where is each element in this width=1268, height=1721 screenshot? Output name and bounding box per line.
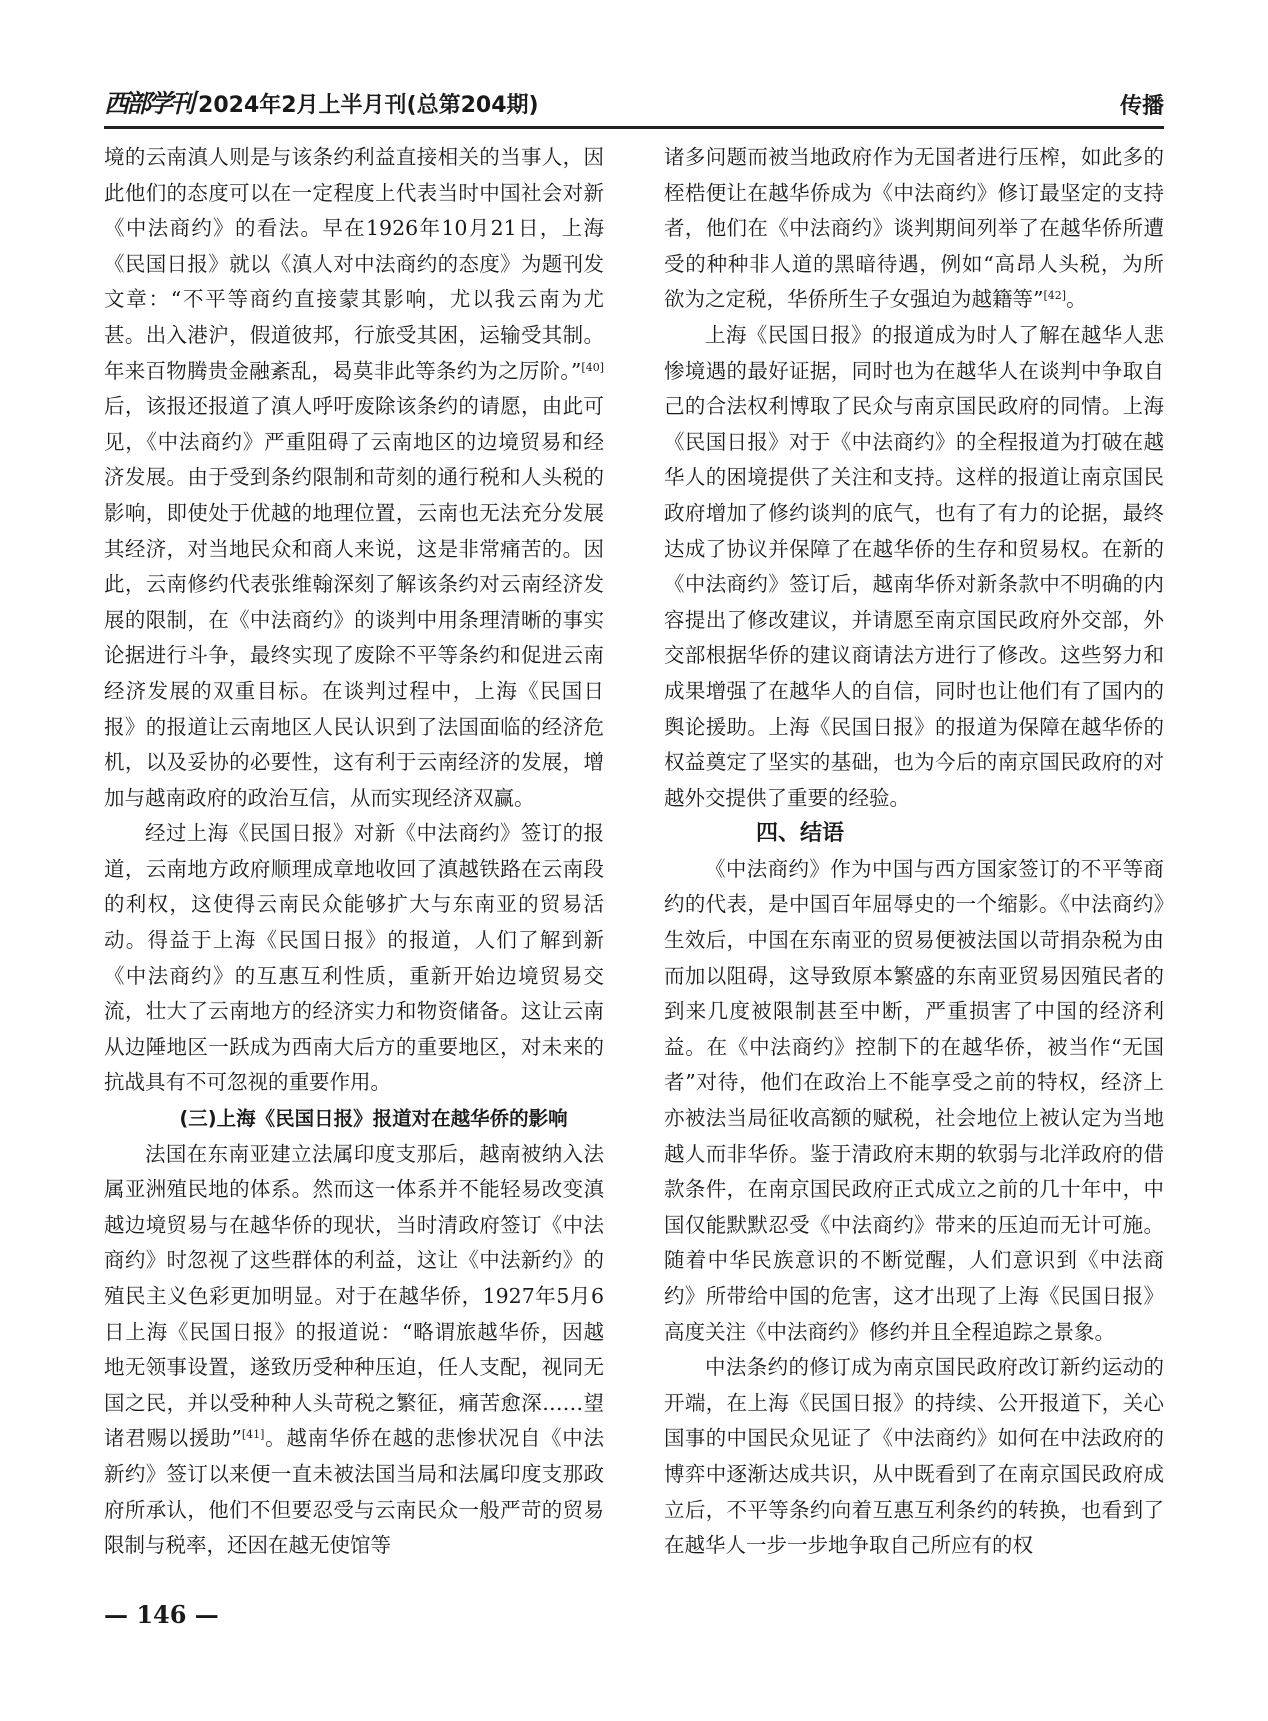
paragraph: 中法条约的修订成为南京国民政府改订新约运动的开端，在上海《民国日报》的持续、公开报道下，关心国事的中国民众见证了《中法商约》如何在中法政府的博弈中逐渐达成共识，从中既看到了在南京国民政府成立后，不平等条约向着互惠互利条约的转换，也看到了在越华人一步一步地争取自己所应有的权 (664, 1355, 1164, 1558)
paragraph-text: 。越南华侨在越的悲惨状况自《中法新约》签订以来便一直未被法国当局和法属印度支那政府所承认，他们不但要忍受与云南民众一般严苛的贸易限制与税率，还因在越无使馆等 (104, 1426, 605, 1558)
page-number: — 146 — (104, 1600, 219, 1629)
left-column (104, 140, 604, 1564)
paragraph (664, 140, 1164, 318)
right-column (664, 140, 1164, 1564)
paragraph: 《中法商约》作为中国与西方国家签订的不平等商约的代表，是中国百年屈辱史的一个缩影。《中法商约》生效后，中国在东南亚的贸易便被法国以苛捐杂税为由而加以阻碍，这导致原本繁盛的东南亚贸易因殖民者的到来几度被限制甚至中断，严重损害了中国的经济利益。在《中法商约》控制下的在越华侨，被当作“无国者”对待，他们在政治上不能享受之前的特权，经济上亦被法当局征收高额的赋税，社会地位上被认定为当地越人而非华侨。鉴于清政府末期的软弱与北洋政府的借款条件，在南京国民政府正式成立之前的几十年中，中国仅能默默忍受《中法商约》带来的压迫而无计可施。随着中华民族意识的不断觉醒，人们意识到《中法商约》所带给中国的危害，这才出现了上海《民国日报》高度关注《中法商约》修约并且全程追踪之景象。 (664, 856, 1164, 1344)
running-header (104, 80, 1164, 120)
paragraph: 上海《民国日报》的报道成为时人了解在越华人悲惨境遇的最好证据，同时也为在越华人在谈判中争取自己的合法权利博取了民众与南京国民政府的同情。上海《民国日报》对于《中法商约》的全程报道为打破在越华人的困境提供了关注和支持。这样的报道让南京国民政府增加了修约谈判的底气，也有了有力的论据，最终达成了协议并保障了在越华侨的生存和贸易权。在新的《中法商约》签订后，越南华侨对新条款中不明确的内容提出了修改建议，并请愿至南京国民政府外交部，外交部根据华侨的建议商请法方进行了修改。这些努力和成果增强了在越华人的自信，同时也让他们有了国内的舆论援助。上海《民国日报》的报道为保障在越华侨的权益奠定了坚实的基础，也为今后的南京国民政府的对越外交提供了重要的经验。 (664, 322, 1164, 810)
header-rule (104, 126, 1164, 129)
paragraph (104, 140, 604, 816)
journal-logo: 西部学刊 (104, 89, 193, 118)
paragraph-text: 。 (1066, 287, 1087, 312)
paragraph: 经过上海《民国日报》对新《中法商约》签订的报道，云南地方政府顺理成章地收回了滇越铁路在云南段的利权，这使得云南民众能够扩大与东南亚的贸易活动。得益于上海《民国日报》的报道，人们了解到新《中法商约》的互惠互利性质，重新开始边境贸易交流，壮大了云南地方的经济实力和物资储备。这让云南从边陲地区一跃成为西南大后方的重要地区，对未来的抗战具有不可忽视的重要作用。 (104, 821, 604, 1095)
paragraph (104, 1137, 604, 1564)
citation-ref: [41] (241, 1428, 265, 1442)
citation-ref: [40] (581, 360, 604, 374)
section-heading: 四、结语 (756, 821, 845, 847)
section-label: 传播 (1119, 94, 1164, 119)
citation-ref: [42] (1043, 289, 1067, 303)
paragraph-text: 诸多问题而被当地政府作为无国者进行压榨，如此多的桎梏便让在越华侨成为《中法商约》修订最坚定的支持者，他们在《中法商约》谈判期间列举了在越华侨所遭受的种种非人道的黑暗待遇，例如“高昂人头税，为所欲为之定税，华侨所生子女强迫为越籍等” (664, 145, 1164, 312)
paragraph-text: 法国在东南亚建立法属印度支那后，越南被纳入法属亚洲殖民地的体系。然而这一体系并不能轻易改变滇越边境贸易与在越华侨的现状，当时清政府签订《中法商约》时忽视了这些群体的利益，这让《中法新约》的殖民主义色彩更加明显。对于在越华侨，1927年5月6日上海《民国日报》的报道说：“略谓旅越华侨，因越地无领事设置，遂致历受种种压迫，任人支配，视同无国之民，并以受种种人头苛税之繁征，痛苦愈深……望诸君赐以援助” (104, 1141, 604, 1451)
subsection-heading: (三)上海《民国日报》报道对在越华侨的影响 (179, 1107, 568, 1131)
paragraph-text: 后，该报还报道了滇人呼吁废除该条约的请愿，由此可见，《中法商约》严重阻碍了云南地区的边境贸易和经济发展。由于受到条约限制和苛刻的通行税和人头税的影响，即使处于优越的地理位置，云南也无法充分发展其经济，对当地民众和商人来说，这是非常痛苦的。因此，云南修约代表张维翰深刻了解该条约对云南经济发展的限制，在《中法商约》的谈判中用条理清晰的事实论据进行斗争，最终实现了废除不平等条约和促进云南经济发展的双重目标。在谈判过程中，上海《民国日报》的报道让云南地区人民认识到了法国面临的经济危机，以及妥协的必要性，这有利于云南经济的发展，增加与越南政府的政治互信，从而实现经济双赢。 (104, 394, 604, 810)
header-left (104, 84, 539, 120)
paragraph-text: 境的云南滇人则是与该条约利益直接相关的当事人，因此他们的态度可以在一定程度上代表当时中国社会对新《中法商约》的看法。早在1926年10月21日，上海《民国日报》就以《滇人对中法商约的态度》为题刊发文章：“不平等商约直接蒙其影响，尤以我云南为尤甚。出入港沪，假道彼邦，行旅受其困，运输受其制。年来百物腾贵金融紊乱，曷莫非此等条约为之厉阶。” (104, 145, 604, 383)
issue-info: 2024年2月上半月刊(总第204期) (198, 93, 539, 118)
